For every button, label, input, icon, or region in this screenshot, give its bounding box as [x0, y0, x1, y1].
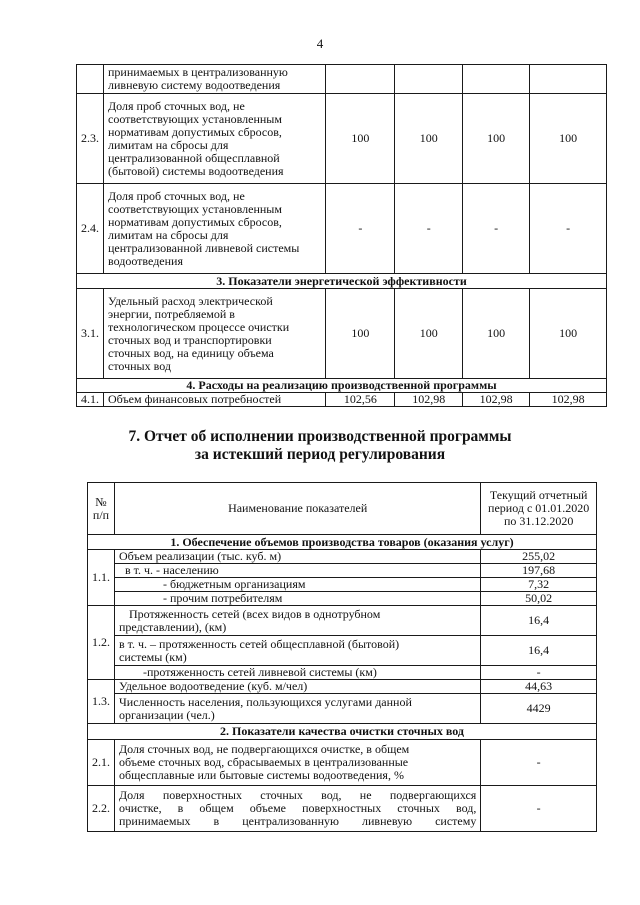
- row-value: [395, 65, 463, 94]
- row-number: 3.1.: [77, 289, 104, 379]
- header-value-line: Текущий отчетный: [489, 488, 588, 502]
- row-description-line: принимаемых в централизованную: [108, 65, 288, 79]
- row-value: 102,56: [326, 393, 395, 407]
- row-description: [104, 393, 326, 407]
- row-description-line: централизованной ливневой системы: [108, 240, 300, 255]
- row-label: Объем реализации (тыс. куб. м): [115, 550, 481, 564]
- row-label-line: Численность населения, пользующихся услугами данной: [119, 694, 412, 709]
- row-value: -: [530, 184, 607, 274]
- table-row: [88, 694, 597, 724]
- row-value: 102,98: [530, 393, 607, 407]
- row-description-line: лимитам на сбросы для: [108, 137, 229, 152]
- row-value: 100: [463, 289, 530, 379]
- heading-line-1: 7. Отчет об исполнении производственной программы: [128, 428, 512, 445]
- row-label: -протяженность сетей ливневой системы (км): [115, 666, 481, 680]
- row-label-line: общесплавные или бытовые системы водоотведения, %: [119, 768, 404, 782]
- row-value: -: [395, 184, 463, 274]
- row-label-line: объеме сточных вод, сбрасываемых в централизованные: [119, 755, 409, 769]
- header-num-line: п/п: [92, 507, 110, 522]
- row-description-line: сточных вод и транспортировки: [108, 332, 272, 347]
- row-number: 2.3.: [77, 94, 104, 184]
- row-description-line: ливневую систему водоотведения: [108, 78, 281, 92]
- section-title: 4. Расходы на реализацию производственной программы: [77, 379, 607, 393]
- row-label: Удельное водоотведение (куб. м/чел): [115, 680, 481, 694]
- row-label-line: Протяженность сетей (всех видов в однотрубном: [129, 606, 381, 621]
- row-description-line: Удельный расход электрической: [108, 293, 273, 308]
- row-value: -: [481, 666, 597, 680]
- row-label-line: Доля сточных вод, не подвергающихся очистке, в общем: [119, 742, 410, 756]
- row-label: - бюджетным организациям: [115, 578, 481, 592]
- row-description-line: (бытовой) системы водоотведения: [108, 163, 284, 178]
- row-value: 102,98: [463, 393, 530, 407]
- row-label: [115, 786, 481, 832]
- row-description-line: нормативам допустимых сбросов,: [108, 124, 282, 139]
- row-label: в т. ч. - населению: [115, 564, 481, 578]
- row-number: 2.2.: [88, 786, 115, 832]
- row-value: 255,02: [481, 550, 597, 564]
- row-value: -: [481, 786, 597, 832]
- row-description-line: водоотведения: [108, 253, 183, 268]
- row-value: [326, 65, 395, 94]
- section-row: [88, 724, 597, 740]
- row-number: 2.4.: [77, 184, 104, 274]
- row-description: [104, 94, 326, 184]
- row-label-line: представлении), (км): [119, 619, 227, 634]
- table-row: [88, 550, 597, 564]
- table-row: [88, 564, 597, 578]
- row-description: [104, 184, 326, 274]
- row-number: 4.1.: [77, 393, 104, 407]
- table-row: [77, 184, 607, 274]
- row-description-line: нормативам допустимых сбросов,: [108, 214, 282, 229]
- row-label: [115, 606, 481, 636]
- row-label-line: Доля поверхностных сточных вод, не подвергающихся: [119, 788, 477, 802]
- row-label-line: принимаемых в централизованную ливневую систему: [119, 814, 477, 828]
- row-description-line: лимитам на сбросы для: [108, 227, 229, 242]
- table-row: [88, 680, 597, 694]
- header-value-line: по 31.12.2020: [503, 514, 574, 528]
- row-value: 100: [463, 94, 530, 184]
- section-2-title: 2. Показатели качества очистки сточных вод: [88, 724, 597, 740]
- header-value-line: период с 01.01.2020: [488, 501, 590, 515]
- row-description: [104, 65, 326, 94]
- row-label: [115, 636, 481, 666]
- table-row: [88, 578, 597, 592]
- row-description-line: энергии, потребляемой в: [108, 306, 235, 321]
- row-description-line: централизованной общесплавной: [108, 150, 280, 165]
- row-value: -: [481, 740, 597, 786]
- indicators-table-continued: [76, 64, 607, 407]
- row-number: 1.3.: [88, 680, 115, 724]
- program-report-table: [87, 482, 597, 832]
- row-value: 100: [395, 94, 463, 184]
- row-value: 44,63: [481, 680, 597, 694]
- table-row: [77, 393, 607, 407]
- row-value: 100: [530, 94, 607, 184]
- row-description-line: сточных вод: [108, 358, 171, 373]
- row-label-line: очистке, в общем объеме поверхностных сточных вод,: [119, 801, 477, 815]
- header-num-line: №: [95, 494, 107, 509]
- row-value: -: [463, 184, 530, 274]
- header-row: [88, 483, 597, 535]
- section-row: [77, 379, 607, 393]
- row-value: [463, 65, 530, 94]
- row-value: 100: [326, 289, 395, 379]
- header-num: [88, 483, 115, 535]
- row-description-line: соответствующих установленным: [108, 201, 282, 216]
- row-label-line: системы (км): [119, 649, 187, 664]
- row-number: 1.2.: [88, 606, 115, 680]
- section-1-title: 1. Обеспечение объемов производства товаров (оказания услуг): [88, 535, 597, 550]
- row-value: 100: [326, 94, 395, 184]
- row-value: 100: [530, 289, 607, 379]
- page-number: 4: [316, 36, 324, 51]
- row-value: [530, 65, 607, 94]
- row-number: [77, 65, 104, 94]
- row-value: 16,4: [481, 606, 597, 636]
- row-description-line: соответствующих установленным: [108, 111, 282, 126]
- row-value: 100: [395, 289, 463, 379]
- row-description-line: Доля проб сточных вод, не: [108, 98, 245, 113]
- table-row: [77, 289, 607, 379]
- header-value: [481, 483, 597, 535]
- section-7-heading: [0, 428, 640, 464]
- row-value: 50,02: [481, 592, 597, 606]
- row-label: - прочим потребителям: [115, 592, 481, 606]
- table-row: [88, 636, 597, 666]
- table-row: [88, 606, 597, 636]
- table-row: [77, 65, 607, 94]
- row-number: 2.1.: [88, 740, 115, 786]
- row-value: 16,4: [481, 636, 597, 666]
- row-description-line: сточных вод, на единицу объема: [108, 345, 274, 360]
- heading-line-2: за истекший период регулирования: [194, 446, 446, 463]
- table-row: [88, 740, 597, 786]
- section-row: [77, 274, 607, 289]
- row-label-line: в т. ч. – протяженность сетей общесплавной (бытовой): [119, 636, 400, 651]
- row-label: [115, 694, 481, 724]
- row-description-line: технологическом процессе очистки: [108, 319, 290, 334]
- header-name: Наименование показателей: [115, 483, 481, 535]
- row-value: 4429: [481, 694, 597, 724]
- row-description: [104, 289, 326, 379]
- row-value: 102,98: [395, 393, 463, 407]
- table-row: [88, 592, 597, 606]
- section-title: 3. Показатели энергетической эффективности: [77, 274, 607, 289]
- row-description-line: Доля проб сточных вод, не: [108, 188, 245, 203]
- row-description-line: Объем финансовых потребностей: [108, 392, 282, 406]
- table-row: [88, 666, 597, 680]
- row-label: [115, 740, 481, 786]
- row-number: 1.1.: [88, 550, 115, 606]
- section-row: [88, 535, 597, 550]
- row-value: 7,32: [481, 578, 597, 592]
- row-value: -: [326, 184, 395, 274]
- table-row: [88, 786, 597, 832]
- row-label-line: организации (чел.): [119, 707, 215, 722]
- row-value: 197,68: [481, 564, 597, 578]
- table-row: [77, 94, 607, 184]
